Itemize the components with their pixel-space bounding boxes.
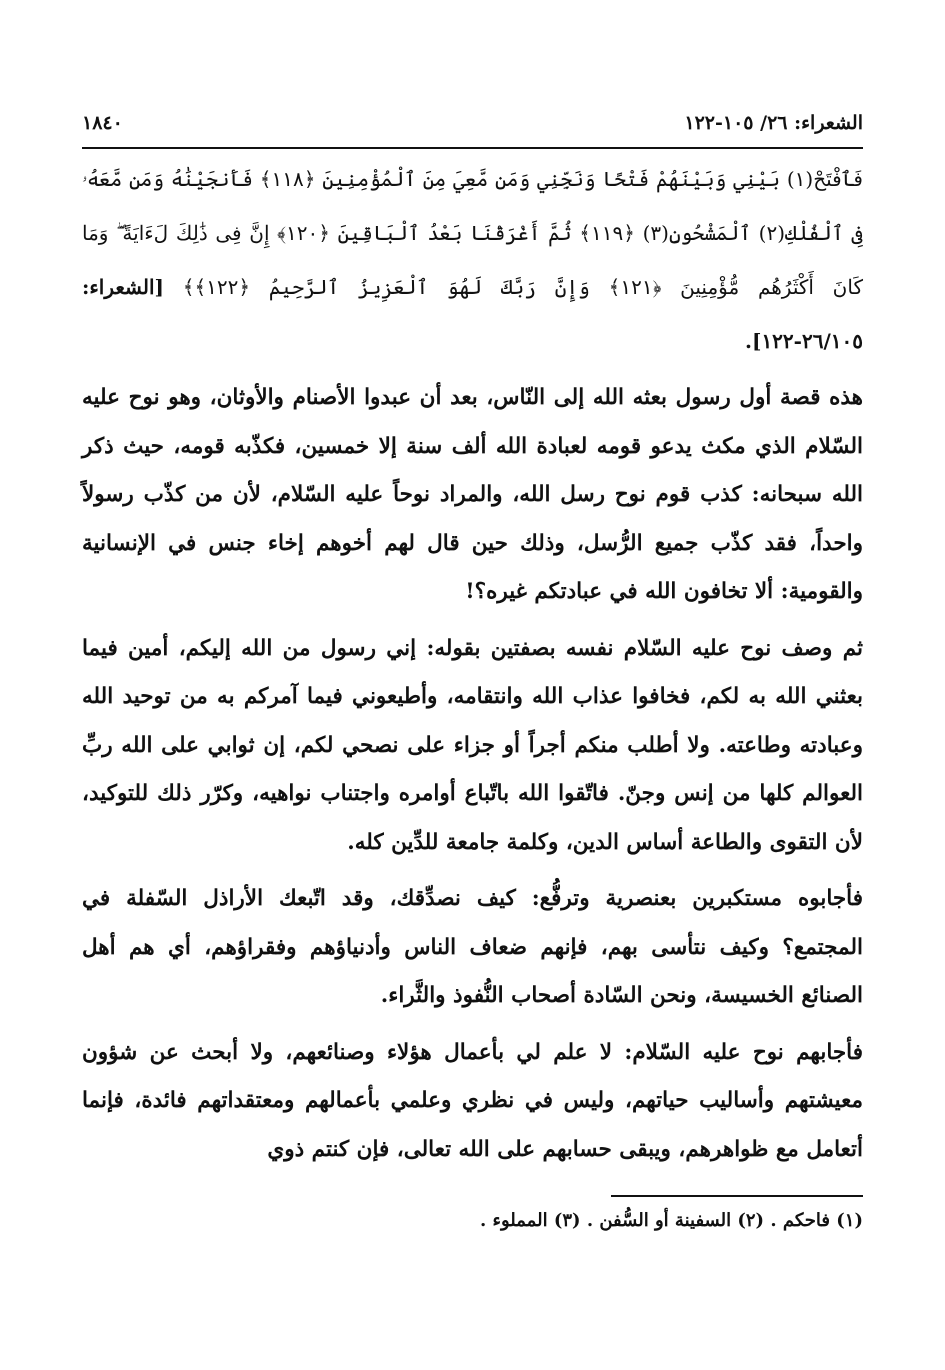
paragraph: ثم وصف نوح عليه السّلام نفسه بصفتين بقوله: إني رسول من الله إليكم، أمين فيما بعثني الله به لكم، فخافوا عذاب الله وانتقامه، وأطيعوني فيما آمركم به من توحيد الله وعبادته وطاعته. ولا أطلب منكم أجراً أو جزاء على نصحي لكم، إن ثوابي على الله ربِّ العوالم كلها من إنس وجنّ. فاتّقوا الله باتّباع أوامره واجتناب نواهيه، وكرّر ذلك للتوكيد، لأن التقوى والطاعة أساس الدين، وكلمة جامعة للدِّين كله. bbox=[82, 635, 863, 855]
quran-verse bbox=[82, 152, 863, 368]
paragraph: هذه قصة أول رسول بعثه الله إلى النّاس، بعد أن عبدوا الأصنام والأوثان، وهو نوح عليه السّلام الذي مكث يدعو قومه لعبادة الله ألف سنة إلا خمسين، فكذّبه قومه، حيث ذكر الله سبحانه: كذب قوم نوح رسل الله، والمراد نوحاً عليه السّلام، لأن من كذّب رسولاً واحداً، فقد كذّب جميع الرُّسل، وذلك حين قال لهم أخوهم إخاء جنس في الإنسانية والقومية: ألا تخافون الله في عبادتكم غيره؟! bbox=[82, 385, 863, 604]
footnote-divider bbox=[611, 1195, 863, 1197]
footnotes: (١) فاحكم . (٢) السفينة أو السُّفن . (٣) المملوء . bbox=[480, 1210, 863, 1231]
header-section: الشعراء: ٢٦/ ١٠٥-١٢٢ bbox=[684, 112, 863, 134]
verse-text: فَٱفْتَحْ(١) بَيْنِي وَبَيْنَهُمْ فَتْحًا وَنَجِّنِي وَمَن مَّعِيَ مِنَ ٱلْمُؤْمِنِينَ ﴿١١٨﴾ فَأَنجَيْنَٰهُ وَمَن مَّعَهُۥ فِى ٱلْفُلْكِ(٢) ٱلْمَشْحُونِ(٣) ﴿١١٩﴾ ثُمَّ أَغْرَقْنَا بَعْدُ ٱلْبَاقِينَ ﴿١٢٠﴾ إِنَّ فِى ذَٰلِكَ لَءَايَةً ۖ وَمَا كَانَ أَكْثَرُهُم مُّؤْمِنِينَ ﴿١٢١﴾ وَإِنَّ رَبَّكَ لَهُوَ ٱلْعَزِيزُ ٱلرَّحِيمُ ﴿١٢٢﴾﴾ bbox=[82, 167, 863, 299]
page-number: ١٨٤٠ bbox=[82, 112, 123, 134]
paragraph: فأجابوه مستكبرين بعنصرية وترفُّع: كيف نصدِّقك، وقد اتّبعك الأراذل السّفلة في المجتمع؟ وكيف نتأسى بهم، فإنهم ضعاف الناس وأدنياؤهم وفقراؤهم، أي هم أهل الصنائع الخسيسة، ونحن السّادة أصحاب النُّفوذ والثَّراء. bbox=[82, 886, 863, 1008]
page-header bbox=[82, 112, 863, 134]
verse-reference: [الشعراء: ٢٦/١٠٥-١٢٢]. bbox=[82, 275, 863, 353]
page-body bbox=[82, 152, 863, 1182]
header-divider bbox=[82, 147, 863, 149]
paragraph: فأجابهم نوح عليه السّلام: لا علم لي بأعمال هؤلاء وصنائعهم، ولا أبحث عن شؤون معيشتهم وأساليب حياتهم، وليس في نظري وعلمي بأعمالهم ومعتقداتهم فائدة، فإنما أتعامل مع ظواهرهم، ويبقى حسابهم على الله تعالى، فإن كنتم ذوي bbox=[82, 1039, 863, 1162]
